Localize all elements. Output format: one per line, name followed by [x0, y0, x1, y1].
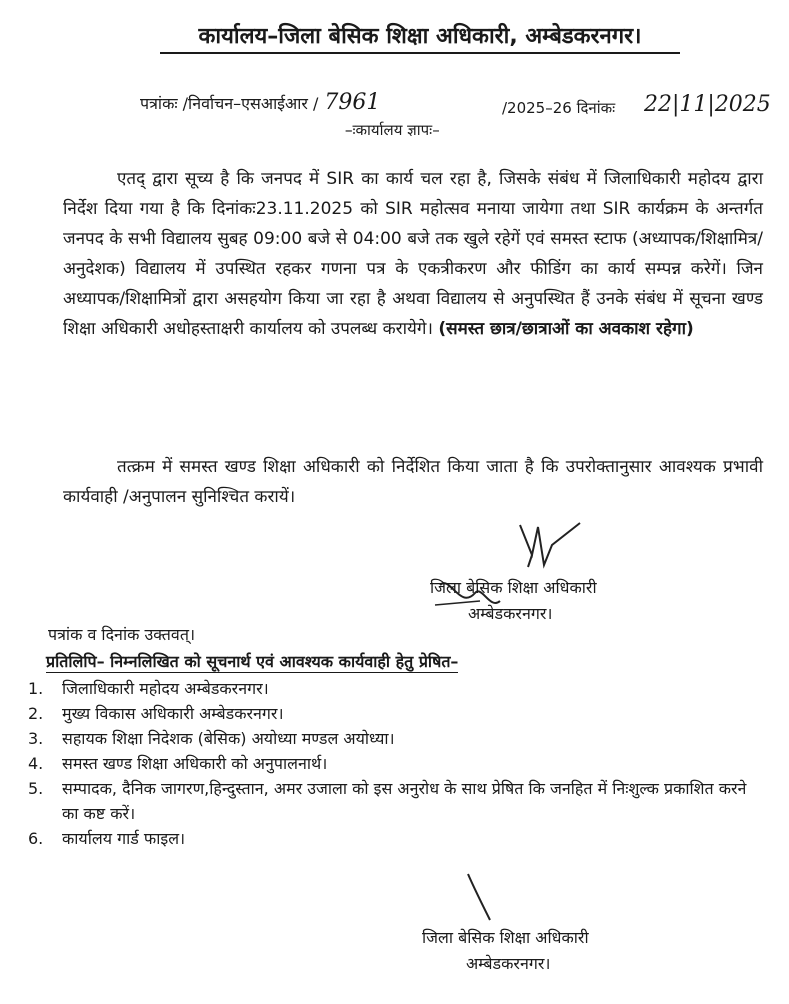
list-item-text: सहायक शिक्षा निदेशक (बेसिक) अयोध्या मण्डल अयोध्या। — [62, 729, 395, 748]
para1-text: एतद् द्वारा सूच्य है कि जनपद में SIR का कार्य चल रहा है, जिसके संबंध में जिलाधिकारी महोदय द्वारा निर्देश दिया गया है कि दिनांकः23.11.2025 को SIR महोत्सव मनाया जायेगा तथा SIR कार्यक्रम के अन्तर्गत जनपद के सभी विद्यालय सुबह 09:00 बजे से 04:00 बजे तक खुले रहेगें एवं समस्त स्टाफ (अध्यापक/शिक्षामित्र/अनुदेशक) विद्यालय में उपस्थित रहकर गणना पत्र के एकत्रीकरण और फीडिंग का कार्य सम्पन्न करेगें। जिन अध्यापक/शिक्षामित्रों द्वारा असहयोग किया जा रहा है अथवा विद्यालय से अनुपस्थित हैं उनके संबंध में सूचना खण्ड शिक्षा अधिकारी अधोहस्ताक्षरी कार्यालय को उपलब्ध करायेगे। — [63, 169, 763, 339]
signatory-place: अम्बेडकरनगर। — [468, 604, 553, 623]
list-item-text: समस्त खण्ड शिक्षा अधिकारी को अनुपालनार्थ। — [62, 754, 328, 773]
reference-line — [140, 90, 380, 115]
list-item — [28, 676, 758, 701]
list-item-text: सम्पादक, दैनिक जागरण,हिन्दुस्तान, अमर उजाला को इस अनुरोध के साथ प्रेषित कि जनहित में निःशुल्क प्रकाशित करने का कष्ट करें। — [62, 779, 747, 823]
signatory-place: अम्बेडकरनगर। — [466, 954, 551, 973]
list-item-number: 4. — [28, 754, 44, 773]
list-item-number: 3. — [28, 729, 44, 748]
distribution-list — [28, 676, 758, 851]
copy-reference-line: पत्रांक व दिनांक उक्तवत्। — [48, 625, 196, 644]
list-item — [28, 701, 758, 726]
list-item — [28, 751, 758, 776]
signature-block-1 — [430, 575, 597, 627]
list-item-number: 1. — [28, 679, 44, 698]
list-item — [28, 776, 758, 826]
office-title: कार्यालय–जिला बेसिक शिक्षा अधिकारी, अम्बेडकरनगर। — [160, 20, 680, 54]
list-item-text: कार्यालय गार्ड फाइल। — [62, 829, 186, 848]
list-item-text: जिलाधिकारी महोदय अम्बेडकरनगर। — [62, 679, 269, 698]
signatory-title: जिला बेसिक शिक्षा अधिकारी — [422, 928, 589, 947]
copy-heading: प्रतिलिपि– निम्नलिखित को सूचनार्थ एवं आवश्यक कार्यवाही हेतु प्रेषित– — [46, 652, 459, 671]
reference-label: पत्रांकः /निर्वाचन–एसआईआर / — [140, 94, 319, 113]
signature-scribble-2 — [460, 870, 500, 925]
signatory-title: जिला बेसिक शिक्षा अधिकारी — [430, 578, 597, 597]
signature-block-2 — [422, 925, 589, 977]
body-paragraph-1 — [63, 164, 763, 344]
memo-title: –ःकार्यालय ज्ञापः– — [345, 121, 440, 139]
list-item-number: 5. — [28, 779, 44, 798]
list-item — [28, 826, 758, 851]
list-item-number: 6. — [28, 829, 44, 848]
list-item-number: 2. — [28, 704, 44, 723]
year-date-label: /2025–26 दिनांकः — [502, 99, 616, 117]
body-paragraph-2: तत्क्रम में समस्त खण्ड शिक्षा अधिकारी को निर्देशित किया जाता है कि उपरोक्तानुसार आवश्यक प्रभावी कार्यवाही /अनुपालन सुनिश्चित करायें। — [63, 457, 763, 507]
list-item-text: मुख्य विकास अधिकारी अम्बेडकरनगर। — [62, 704, 284, 723]
handwritten-date: 22|11|2025 — [644, 92, 771, 117]
para1-bold-note: (समस्त छात्र/छात्राओं का अवकाश रहेगा) — [438, 319, 694, 339]
reference-number: 7961 — [324, 90, 381, 115]
list-item — [28, 726, 758, 751]
